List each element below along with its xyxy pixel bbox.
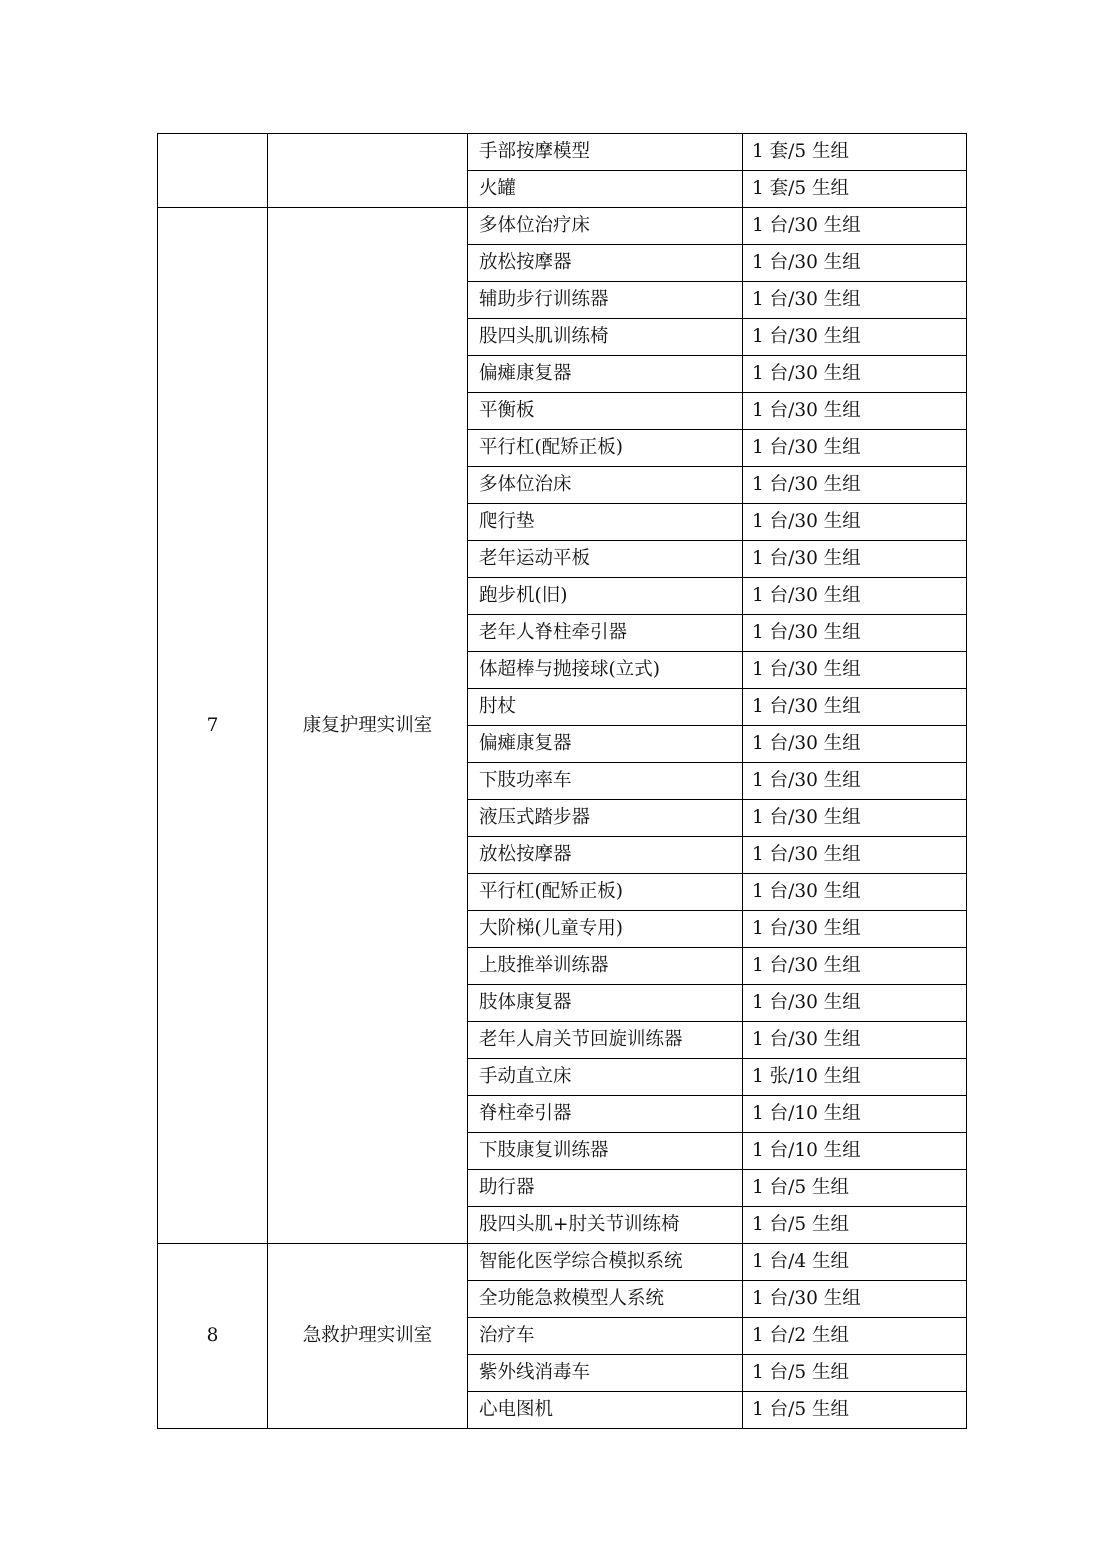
equipment-name-cell: 股四头肌训练椅 bbox=[468, 319, 743, 356]
equipment-name-cell: 下肢康复训练器 bbox=[468, 1133, 743, 1170]
room-name-cell: 急救护理实训室 bbox=[268, 1244, 468, 1429]
equipment-quantity-cell: 1 台/30 生组 bbox=[743, 800, 967, 837]
table-row bbox=[158, 1244, 967, 1281]
equipment-name-cell: 智能化医学综合模拟系统 bbox=[468, 1244, 743, 1281]
equipment-quantity-cell: 1 台/30 生组 bbox=[743, 985, 967, 1022]
equipment-name-cell: 老年运动平板 bbox=[468, 541, 743, 578]
equipment-name-cell: 跑步机(旧) bbox=[468, 578, 743, 615]
equipment-quantity-cell: 1 台/5 生组 bbox=[743, 1207, 967, 1244]
equipment-quantity-cell: 1 台/30 生组 bbox=[743, 393, 967, 430]
equipment-name-cell: 多体位治疗床 bbox=[468, 208, 743, 245]
equipment-name-cell: 全功能急救模型人系统 bbox=[468, 1281, 743, 1318]
equipment-name-cell: 上肢推举训练器 bbox=[468, 948, 743, 985]
equipment-quantity-cell: 1 台/4 生组 bbox=[743, 1244, 967, 1281]
equipment-quantity-cell: 1 台/30 生组 bbox=[743, 689, 967, 726]
equipment-name-cell: 放松按摩器 bbox=[468, 245, 743, 282]
equipment-quantity-cell: 1 台/30 生组 bbox=[743, 615, 967, 652]
equipment-quantity-cell: 1 台/10 生组 bbox=[743, 1133, 967, 1170]
equipment-name-cell: 下肢功率车 bbox=[468, 763, 743, 800]
equipment-quantity-cell: 1 台/30 生组 bbox=[743, 578, 967, 615]
equipment-quantity-cell: 1 台/30 生组 bbox=[743, 911, 967, 948]
equipment-quantity-cell: 1 台/5 生组 bbox=[743, 1392, 967, 1429]
equipment-name-cell: 脊柱牵引器 bbox=[468, 1096, 743, 1133]
equipment-quantity-cell: 1 套/5 生组 bbox=[743, 171, 967, 208]
equipment-name-cell: 放松按摩器 bbox=[468, 837, 743, 874]
equipment-quantity-cell: 1 台/30 生组 bbox=[743, 763, 967, 800]
equipment-name-cell: 紫外线消毒车 bbox=[468, 1355, 743, 1392]
group-number-cell bbox=[158, 134, 268, 208]
table-row bbox=[158, 208, 967, 245]
equipment-quantity-cell: 1 台/30 生组 bbox=[743, 430, 967, 467]
equipment-quantity-cell: 1 台/30 生组 bbox=[743, 282, 967, 319]
equipment-name-cell: 手动直立床 bbox=[468, 1059, 743, 1096]
equipment-quantity-cell: 1 台/30 生组 bbox=[743, 467, 967, 504]
equipment-quantity-cell: 1 套/5 生组 bbox=[743, 134, 967, 171]
equipment-quantity-cell: 1 台/30 生组 bbox=[743, 948, 967, 985]
equipment-name-cell: 火罐 bbox=[468, 171, 743, 208]
equipment-name-cell: 液压式踏步器 bbox=[468, 800, 743, 837]
equipment-quantity-cell: 1 台/30 生组 bbox=[743, 356, 967, 393]
equipment-name-cell: 爬行垫 bbox=[468, 504, 743, 541]
group-number-cell: 8 bbox=[158, 1244, 268, 1429]
equipment-name-cell: 心电图机 bbox=[468, 1392, 743, 1429]
room-name-cell bbox=[268, 134, 468, 208]
equipment-quantity-cell: 1 台/30 生组 bbox=[743, 245, 967, 282]
equipment-quantity-cell: 1 台/30 生组 bbox=[743, 1281, 967, 1318]
equipment-table bbox=[157, 133, 967, 1429]
equipment-quantity-cell: 1 台/30 生组 bbox=[743, 541, 967, 578]
equipment-name-cell: 治疗车 bbox=[468, 1318, 743, 1355]
equipment-name-cell: 平行杠(配矫正板) bbox=[468, 874, 743, 911]
equipment-name-cell: 股四头肌+肘关节训练椅 bbox=[468, 1207, 743, 1244]
equipment-name-cell: 肘杖 bbox=[468, 689, 743, 726]
equipment-name-cell: 助行器 bbox=[468, 1170, 743, 1207]
equipment-quantity-cell: 1 台/30 生组 bbox=[743, 1022, 967, 1059]
equipment-quantity-cell: 1 台/30 生组 bbox=[743, 652, 967, 689]
equipment-quantity-cell: 1 台/30 生组 bbox=[743, 504, 967, 541]
equipment-name-cell: 多体位治床 bbox=[468, 467, 743, 504]
equipment-quantity-cell: 1 台/30 生组 bbox=[743, 726, 967, 763]
equipment-name-cell: 偏瘫康复器 bbox=[468, 726, 743, 763]
equipment-name-cell: 平衡板 bbox=[468, 393, 743, 430]
equipment-quantity-cell: 1 台/5 生组 bbox=[743, 1355, 967, 1392]
group-number-cell: 7 bbox=[158, 208, 268, 1244]
equipment-quantity-cell: 1 台/30 生组 bbox=[743, 319, 967, 356]
equipment-name-cell: 辅助步行训练器 bbox=[468, 282, 743, 319]
equipment-quantity-cell: 1 台/5 生组 bbox=[743, 1170, 967, 1207]
equipment-quantity-cell: 1 台/30 生组 bbox=[743, 208, 967, 245]
equipment-name-cell: 大阶梯(儿童专用) bbox=[468, 911, 743, 948]
equipment-quantity-cell: 1 张/10 生组 bbox=[743, 1059, 967, 1096]
room-name-cell: 康复护理实训室 bbox=[268, 208, 468, 1244]
equipment-quantity-cell: 1 台/2 生组 bbox=[743, 1318, 967, 1355]
equipment-name-cell: 体超棒与抛接球(立式) bbox=[468, 652, 743, 689]
table-row bbox=[158, 134, 967, 171]
equipment-quantity-cell: 1 台/30 生组 bbox=[743, 837, 967, 874]
equipment-quantity-cell: 1 台/10 生组 bbox=[743, 1096, 967, 1133]
equipment-name-cell: 手部按摩模型 bbox=[468, 134, 743, 171]
equipment-table-body bbox=[158, 134, 967, 1429]
equipment-name-cell: 平行杠(配矫正板) bbox=[468, 430, 743, 467]
equipment-name-cell: 偏瘫康复器 bbox=[468, 356, 743, 393]
equipment-quantity-cell: 1 台/30 生组 bbox=[743, 874, 967, 911]
equipment-name-cell: 老年人脊柱牵引器 bbox=[468, 615, 743, 652]
equipment-name-cell: 老年人肩关节回旋训练器 bbox=[468, 1022, 743, 1059]
equipment-name-cell: 肢体康复器 bbox=[468, 985, 743, 1022]
